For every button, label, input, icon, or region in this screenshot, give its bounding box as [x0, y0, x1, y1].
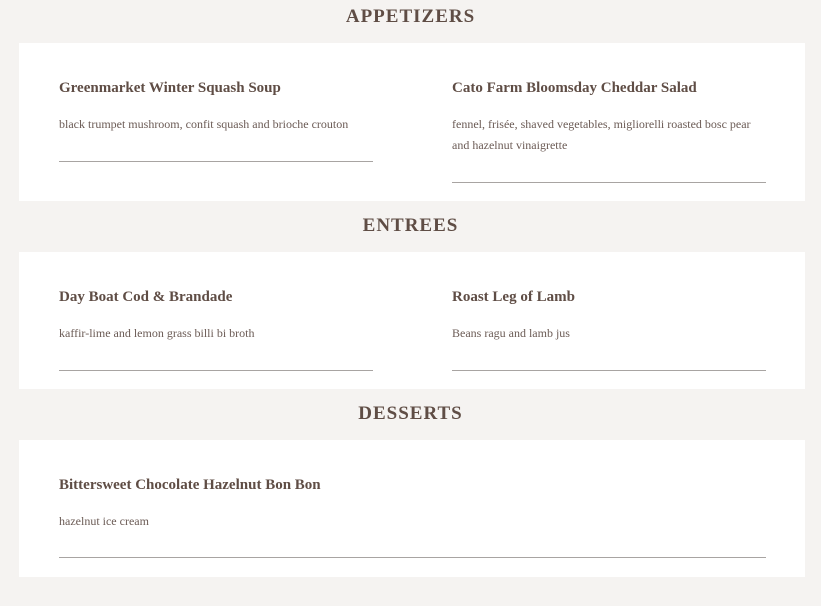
menu-item: [59, 476, 766, 528]
item-divider: [452, 370, 766, 371]
item-divider: [452, 182, 766, 183]
item-divider: [59, 161, 373, 162]
item-divider: [59, 557, 766, 558]
menu-item-description: kaffir-lime and lemon grass billi bi broth: [59, 326, 255, 340]
item-divider: [59, 370, 373, 371]
menu-item-name: Greenmarket Winter Squash Soup: [59, 80, 281, 96]
menu-item-description: fennel, frisée, shaved vegetables, migliorelli roasted bosc pear and hazelnut vinaigrette: [452, 117, 751, 152]
menu-item-name: Day Boat Cod & Brandade: [59, 289, 233, 305]
menu-item: [59, 79, 373, 131]
menu-item-description: Beans ragu and lamb jus: [452, 326, 570, 340]
section-title-entrees: ENTREES: [362, 215, 459, 236]
menu-item-name: Roast Leg of Lamb: [452, 289, 575, 305]
section-card-desserts: [19, 440, 805, 577]
menu-item: [452, 79, 766, 152]
menu-item-name: Bittersweet Chocolate Hazelnut Bon Bon: [59, 477, 321, 493]
menu-item-description: black trumpet mushroom, confit squash and brioche crouton: [59, 117, 349, 131]
menu-item: [452, 288, 766, 340]
section-title-desserts: DESSERTS: [358, 403, 463, 424]
section-title-appetizers: APPETIZERS: [345, 6, 476, 27]
section-card-appetizers: [19, 43, 805, 201]
menu-item: [59, 288, 373, 340]
section-card-entrees: [19, 252, 805, 389]
menu-item-description: hazelnut ice cream: [59, 514, 149, 528]
menu-item-name: Cato Farm Bloomsday Cheddar Salad: [452, 80, 697, 96]
